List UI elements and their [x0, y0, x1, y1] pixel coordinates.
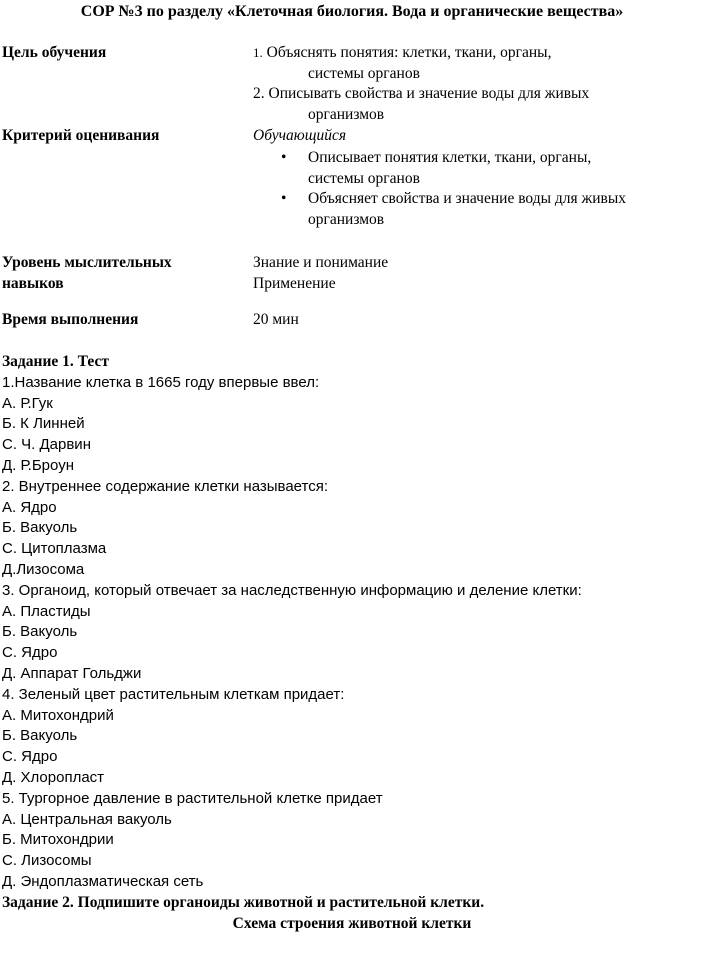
test-line: А. Митохондрий	[2, 706, 114, 724]
test-line: А. Р.Гук	[2, 394, 53, 412]
test-line: Б. Митохондрии	[2, 831, 114, 849]
goal-item-number: 1.	[253, 45, 263, 60]
criteria-label: Критерий оценивания	[2, 127, 160, 144]
test-line: С. Ч. Дарвин	[2, 436, 91, 454]
time-label: Время выполнения	[2, 311, 139, 328]
goal-item	[253, 43, 589, 84]
test-line: 2. Внутреннее содержание клетки называется:	[2, 477, 329, 495]
skills-value	[253, 253, 388, 294]
test-line: Д. Эндоплазматическая сеть	[2, 872, 204, 890]
criteria-list	[253, 148, 626, 231]
task1-section	[2, 352, 702, 893]
test-line: Б. К Линней	[2, 415, 85, 433]
skills-label-line: навыков	[2, 274, 64, 292]
test-line: С. Лизосомы	[2, 852, 92, 870]
goal-list	[253, 43, 589, 126]
criteria-item-continuation: организмов	[308, 211, 385, 229]
task2-heading: Задание 2. Подпишите органоиды животной и растительной клетки.	[2, 894, 485, 911]
time-value: 20 мин	[253, 311, 299, 328]
goal-item-text: Объяснять понятия: клетки, ткани, органы,	[262, 44, 552, 61]
goal-item-continuation: системы органов	[308, 64, 420, 82]
test-line: С. Ядро	[2, 748, 58, 766]
schema-title: Схема строения животной клетки	[232, 915, 472, 932]
test-line: Д. Р.Броун	[2, 456, 74, 474]
bullet-icon: •	[281, 149, 287, 166]
test-line: 1.Название клетка в 1665 году впервые ввел:	[2, 373, 320, 391]
criteria-learner: Обучающийся	[253, 127, 347, 144]
test-line: С. Ядро	[2, 644, 58, 662]
test-line: А. Пластиды	[2, 602, 91, 620]
goal-item	[253, 84, 589, 125]
bullet-icon: •	[281, 190, 287, 208]
skills-label-line: Уровень мыслительных	[2, 254, 172, 271]
criteria-item-text: Описывает понятия клетки, ткани, органы,	[308, 149, 592, 166]
skills-value-line: Знание и понимание	[253, 254, 389, 271]
goal-item-number: 2.	[253, 85, 265, 103]
test-line: 5. Тургорное давление в растительной клетке придает	[2, 789, 383, 807]
test-line: 3. Органоид, который отвечает за наследственную информацию и деление клетки:	[2, 581, 582, 599]
criteria-item	[253, 189, 626, 230]
goal-item-text: Описывать свойства и значение воды для живых	[264, 85, 590, 103]
test-line: Б. Вакуоль	[2, 727, 78, 745]
criteria-item-continuation: системы органов	[308, 169, 420, 187]
test-line: А. Центральная вакуоль	[2, 810, 172, 828]
goal-item-continuation: организмов	[308, 106, 385, 124]
criteria-item-text: Объясняет свойства и значение воды для живых	[308, 190, 626, 208]
test-line: 4. Зеленый цвет растительным клеткам придает:	[2, 685, 345, 703]
test-line: Д.Лизосома	[2, 560, 85, 578]
test-line: Б. Вакуоль	[2, 519, 78, 537]
skills-label	[2, 253, 172, 294]
test-line: Б. Вакуоль	[2, 623, 78, 641]
document-title: СОР №3 по разделу «Клеточная биология. Вода и органические вещества»	[80, 3, 624, 20]
skills-value-line: Применение	[253, 274, 336, 292]
task1-heading: Задание 1. Тест	[2, 353, 109, 370]
test-line: Д. Хлоропласт	[2, 768, 105, 786]
criteria-item	[253, 148, 626, 189]
test-line: С. Цитоплазма	[2, 540, 107, 558]
test-line: А. Ядро	[2, 498, 57, 516]
test-line: Д. Аппарат Гольджи	[2, 664, 142, 682]
goal-label: Цель обучения	[2, 44, 107, 61]
